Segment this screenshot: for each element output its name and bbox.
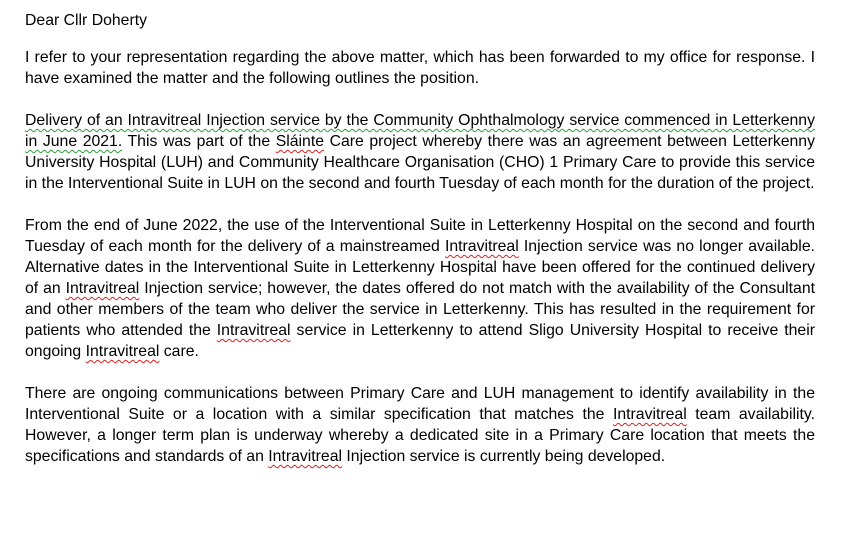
- paragraph-future-plan: [25, 383, 815, 467]
- text-segment: There are ongoing communications between Primary Care and LUH management to identify availability in the Interventional Suite or a location with a similar specification that matches the: [25, 385, 815, 423]
- grammar-flagged-sentence[interactable]: Delivery of an Intravitreal Injection service by the Community Ophthalmology service commenced in Letterkenny in June 2021.: [25, 112, 815, 150]
- spelling-flagged-word[interactable]: Intravitreal: [85, 343, 160, 360]
- text-segment: Injection service was no longer available. Alternative dates in the Interventional Suite in Letterkenny Hospital have been offered for the continued delivery of an: [25, 238, 815, 297]
- text-segment: This was part of the: [122, 133, 276, 150]
- spelling-flagged-word[interactable]: Intravitreal: [65, 280, 140, 297]
- paragraph-service-history: [25, 110, 815, 194]
- spelling-flagged-word[interactable]: Intravitreal: [612, 406, 687, 423]
- text-segment: From the end of June 2022, the use of the Interventional Suite in Letterkenny Hospital on the second and fourth Tuesday of each month for the delivery of a mainstreamed: [25, 217, 815, 255]
- text-segment: team availability. However, a longer term plan is underway whereby a dedicated site in a Primary Care location that meets the specifications and standards of an: [25, 406, 815, 465]
- text-segment: care.: [159, 343, 199, 360]
- paragraph-intro: I refer to your representation regarding the above matter, which has been forwarded to my office for response. I have examined the matter and the following outlines the position.: [25, 49, 815, 87]
- paragraph-current-situation: [25, 215, 815, 362]
- salutation: Dear Cllr Doherty: [25, 12, 148, 29]
- text-segment: Injection service is currently being developed.: [342, 448, 666, 465]
- text-segment: service in Letterkenny to attend Sligo University Hospital to receive their ongoing: [25, 322, 815, 360]
- spelling-flagged-word[interactable]: Intravitreal: [444, 238, 519, 255]
- spelling-flagged-word[interactable]: Sláinte: [275, 133, 324, 150]
- text-segment: Injection service; however, the dates offered do not match with the availability of the Consultant and other members of the team who deliver the service in Letterkenny. This has resulted in the requirement for patients who attended the: [25, 280, 815, 339]
- spelling-flagged-word[interactable]: Intravitreal: [268, 448, 342, 465]
- letter-body: [25, 10, 815, 467]
- spelling-flagged-word[interactable]: Intravitreal: [216, 322, 291, 339]
- text-segment: Care project whereby there was an agreement between Letterkenny University Hospital (LUH) and Community Healthcare Organisation (CHO) 1 Primary Care to provide this service in the Interventional Suite in LUH on the second and fourth Tuesday of each month for the duration of the project.: [25, 133, 815, 192]
